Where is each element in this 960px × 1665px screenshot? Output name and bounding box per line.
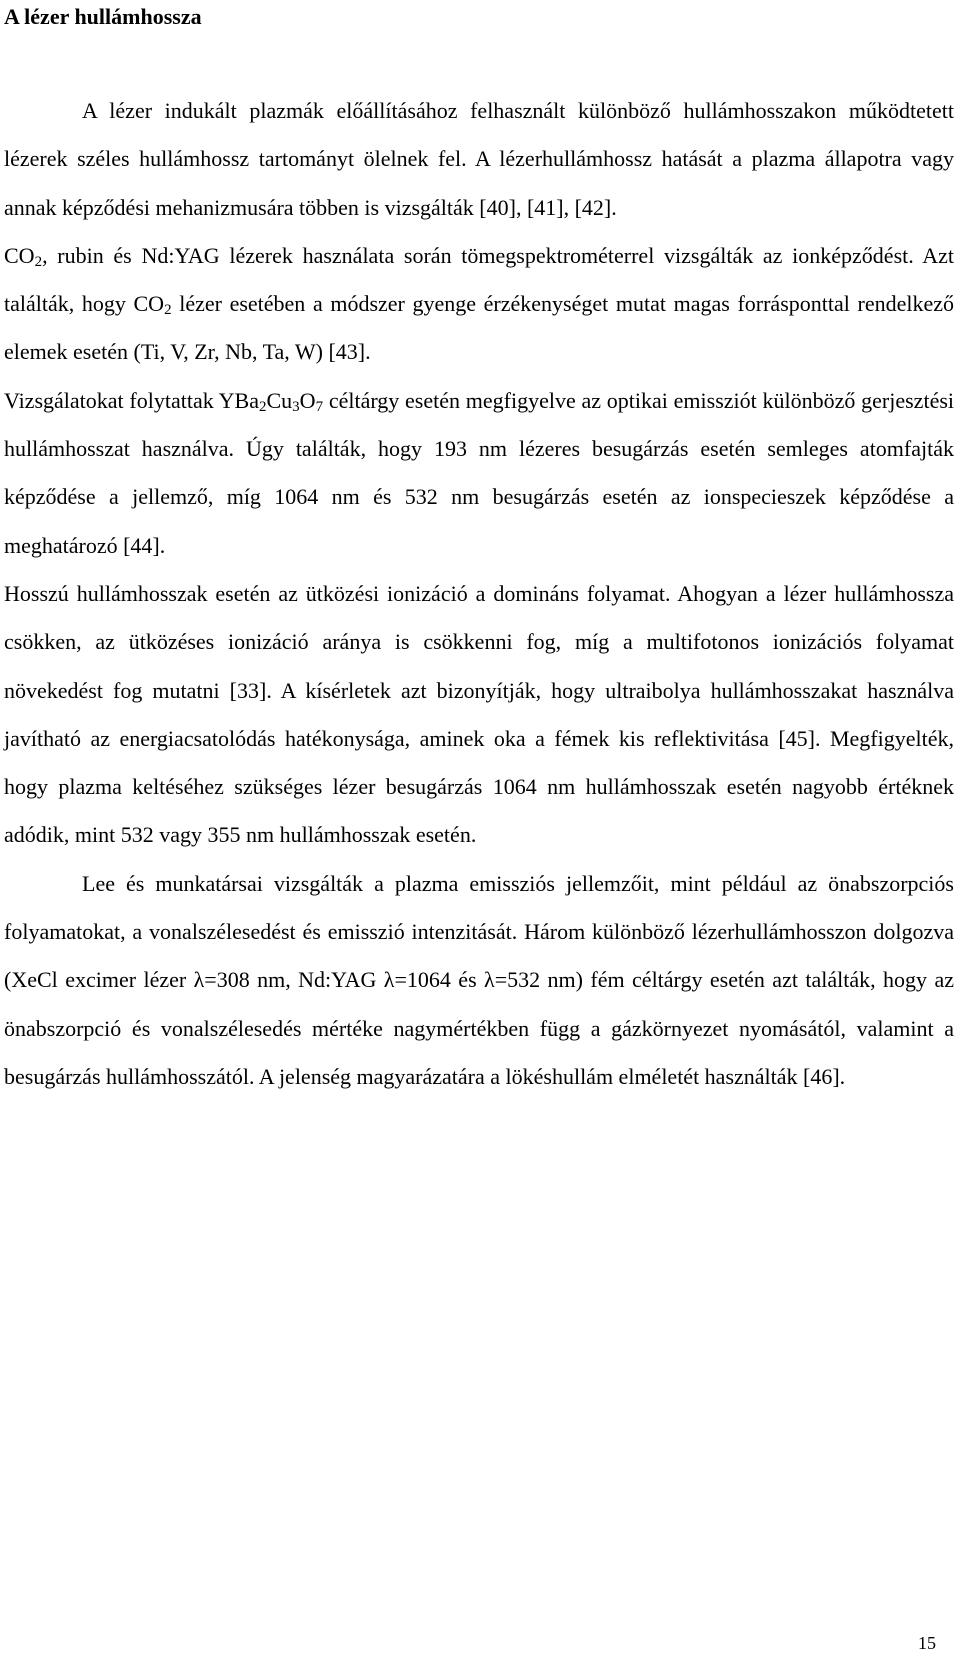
- paragraph-3-text-b: Cu: [266, 387, 293, 413]
- paragraph-3-text-d: céltárgy esetén megfigyelve az optikai emissziót különböző gerjesztési hullámhosszat használva. Úgy találták, hogy 193 nm lézeres besugárzás esetén semleges atomfajták képződése a jellemző, míg 1064 nm és 532 nm besugárzás esetén az ionspecieszek képződése a meghatározó [44].: [4, 387, 955, 558]
- subscript: 7: [315, 398, 324, 415]
- page-number: 15: [918, 1633, 936, 1653]
- subscript: 2: [258, 398, 267, 415]
- paragraph-5: Lee és munkatársai vizsgálták a plazma emissziós jellemzőit, mint például az önabszorpciós folyamatokat, a vonalszélesedést és emisszió intenzitását. Három különböző lézerhullámhosszon dolgozva (XeCl excimer lézer λ=308 nm, Nd:YAG λ=1064 és λ=532 nm) fém céltárgy esetén azt találták, hogy az önabszorpció és vonalszélesedés mértéke nagymértékben függ a gázkörnyezet nyomásától, valamint a besugárzás hullámhosszától. A jelenség magyarázatára a lökéshullám elméletét használták [46].: [4, 870, 954, 1089]
- body-text: [4, 87, 954, 1101]
- subscript: 2: [34, 253, 43, 270]
- subscript: 3: [292, 398, 300, 415]
- paragraph-3: [4, 377, 954, 570]
- paragraph-3-text-c: O: [299, 387, 316, 413]
- subscript: 2: [164, 302, 172, 319]
- paragraph-2-text-c: lézer esetében a módszer gyenge érzékenységet mutat magas forrásponttal rendelkező elemek esetén (Ti, V, Zr, Nb, Ta, W) [43].: [4, 291, 954, 365]
- paragraph-3-text-a: Vizsgálatokat folytattak YBa: [4, 387, 259, 413]
- paragraph-4: Hosszú hullámhosszak esetén az ütközési ionizáció a domináns folyamat. Ahogyan a lézer hullámhossza csökken, az ütközéses ionizáció aránya is csökkenni fog, míg a multifotonos ionizációs folyamat növekedést fog mutatni [33]. A kísérletek azt bizonyítják, hogy ultraibolya hullámhosszakat használva javítható az energiacsatolódás hatékonysága, aminek oka a fémek kis reflektivitása [45]. Megfigyelték, hogy plazma keltéséhez szükséges lézer besugárzás 1064 nm hullámhosszak esetén nagyobb értéknek adódik, mint 532 vagy 355 nm hullámhosszak esetén.: [4, 580, 954, 848]
- paragraph-1: A lézer indukált plazmák előállításához felhasznált különböző hullámhosszakon működtetett lézerek széles hullámhossz tartományt ölelnek fel. A lézerhullámhossz hatását a plazma állapotra vagy annak képződési mehanizmusára többen is vizsgálták [40], [41], [42].: [4, 98, 954, 220]
- paragraph-2: [4, 232, 954, 377]
- section-heading: A lézer hullámhossza: [4, 4, 202, 29]
- paragraph-2-text-a: CO: [4, 242, 35, 268]
- paragraph-2-text-b: , rubin és Nd:YAG lézerek használata során tömegspektrométerrel vizsgálták az ionképződést. Azt találták, hogy CO: [4, 242, 954, 317]
